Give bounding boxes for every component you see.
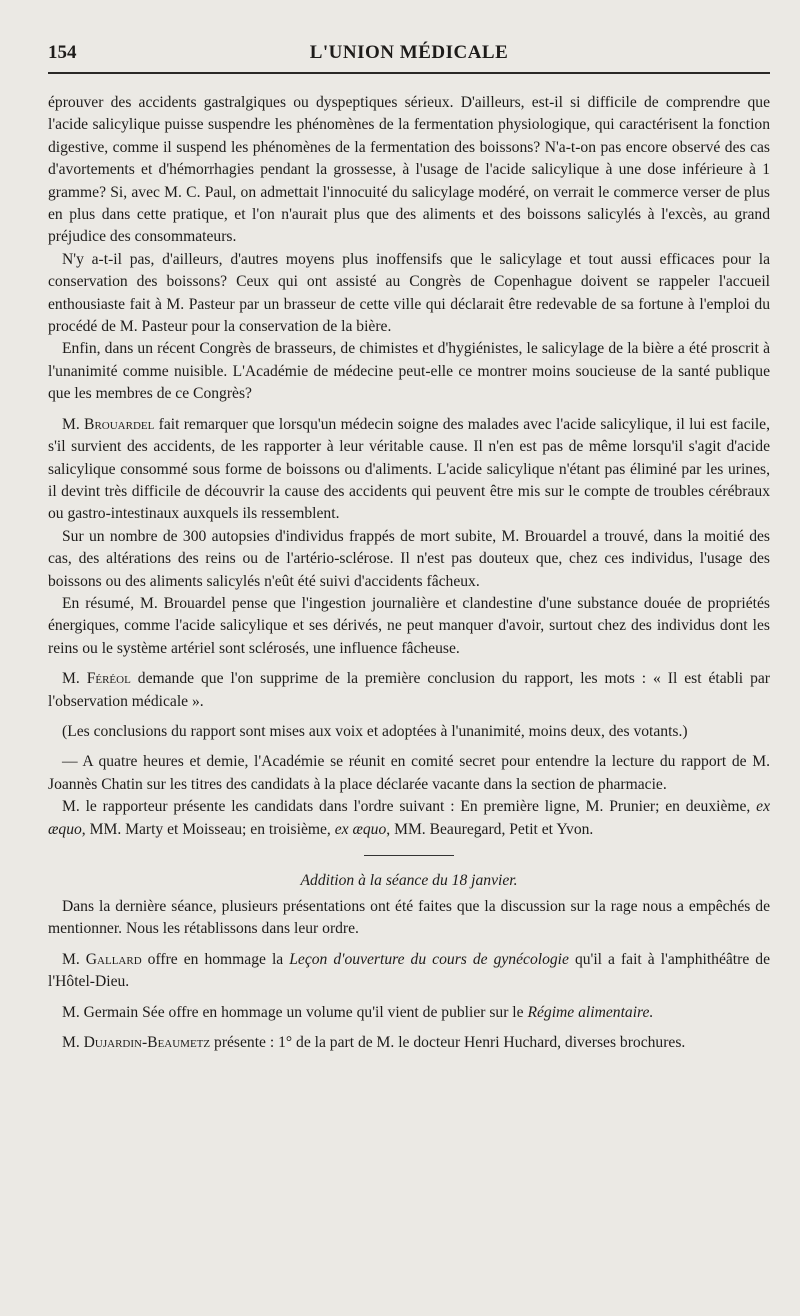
paragraph-comite: — A quatre heures et demie, l'Académie se réunit en comité secret pour entendre la lecture du rapport de M. Joannès Chatin sur les titres des candidats à la place déclarée vacante dans la section de pharmacie.	[48, 753, 770, 793]
paragraph-vote: (Les conclusions du rapport sont mises aux voix et adoptées à l'unanimité, moins deux, des votants.)	[62, 722, 688, 740]
speaker-name: M. Brouardel	[62, 415, 155, 433]
page-header	[48, 38, 770, 74]
text-segment: , MM. Beauregard, Petit et Yvon.	[386, 820, 594, 838]
paragraph-candidats	[48, 796, 770, 841]
running-title: L'UNION MÉDICALE	[309, 42, 509, 63]
text-segment: qu'il a fait à l'amphithéâtre de l'Hôtel-Dieu.	[48, 950, 770, 991]
addition-heading: Addition à la séance du 18 janvier.	[300, 872, 518, 889]
addition-paragraph-gallard	[48, 949, 770, 994]
page-number: 154	[48, 42, 77, 63]
paragraph-brouardel	[48, 414, 770, 526]
italic-segment: ex æquo	[48, 798, 770, 838]
speaker-name: M. Gallard	[62, 950, 142, 968]
paragraph-text: fait remarquer que lorsqu'un médecin soigne des malades avec l'acide salicylique, il lui est facile, s'il survient des accidents, de les rapporter à leur véritable cause. Il n'en est pas de même lorsqu'il s'agit d'acide salicylique consommé sous forme de boissons ou d'aliments. L'acide salicylique n'étant pas éliminé par les urines, il devint très difficile de découvrir la cause des accidents qui peuvent être mis sur le compte de troubles cérébraux ou gastro-intestinaux auxquels ils ressemblent.	[48, 415, 770, 523]
paragraph-text: présente : 1° de la part de M. le docteur Henri Huchard, diverses brochures.	[210, 1034, 686, 1052]
article-body	[48, 92, 770, 1054]
paragraph-resume: En résumé, M. Brouardel pense que l'ingestion journalière et clandestine d'une substance douée de propriétés énergiques, comme l'acide salicylique et ses dérivés, ne peut manquer d'avoir, surtout chez des individus dont les reins ou le système artériel sont sclérosés, une influence fâcheuse.	[48, 594, 770, 657]
text-segment: , MM. Marty et Moisseau; en troisième,	[81, 820, 335, 838]
paragraph-2: N'y a-t-il pas, d'ailleurs, d'autres moyens plus inoffensifs que le salicylage et tout aussi efficaces pour la conservation des boissons? Ceux qui ont assisté au Congrès de Copenhague doivent se rappeler l'accueil enthousiaste fait à M. Pasteur par un brasseur de cette ville qui déclarait être redevable de sa fortune à l'emploi du procédé de M. Pasteur pour la conservation de la bière.	[48, 250, 770, 336]
addition-paragraph-see	[48, 1002, 770, 1024]
text-segment: offre en hommage un volume qu'il vient de publier sur le	[164, 1003, 528, 1021]
text-segment: M. le rapporteur présente les candidats dans l'ordre suivant : En première ligne, M. Prunier; en deuxième,	[62, 798, 757, 816]
speaker-name: M. Féréol	[62, 670, 131, 688]
speaker-name: M. Dujardin-Beaumetz	[62, 1034, 211, 1052]
text-segment: offre en hommage la	[141, 950, 290, 968]
text-segment: M. Germain Sée	[62, 1003, 165, 1021]
addition-paragraph-1: Dans la dernière séance, plusieurs présentations ont été faites que la discussion sur la rage nous a empêchés de mentionner. Nous les rétablissons dans leur ordre.	[48, 898, 770, 938]
section-divider	[364, 855, 454, 856]
paragraph-text: demande que l'on supprime de la première conclusion du rapport, les mots : « Il est établi par l'observation médicale ».	[48, 670, 770, 710]
italic-segment: ex æquo	[334, 820, 387, 838]
paragraph-fereol	[48, 668, 770, 713]
paragraph-1: éprouver des accidents gastralgiques ou dyspeptiques sérieux. D'ailleurs, est-il si difficile de comprendre que l'acide salicylique puisse suspendre les phénomènes de la fermentation physiologique, qui caractérisent la fonction digestive, comme il suspend les phénomènes de la fermentation des boissons? N'a-t-on pas encore observé des cas d'avortements et d'hémorrhagies pendant la grossesse, à l'usage de l'acide salicylique à une dose inférieure à 1 gramme? Si, avec M. C. Paul, on admettait l'innocuité du salicylage modéré, on verrait le commerce verser de plus en plus dans cette pratique, et l'on n'aurait plus que des aliments et des boissons salicylés à l'excès, au grand préjudice des consommateurs.	[48, 94, 770, 246]
paragraph-3: Enfin, dans un récent Congrès de brasseurs, de chimistes et d'hygiénistes, le salicylage de la bière a été proscrit à l'unanimité comme nuisible. L'Académie de médecine peut-elle ce montrer moins soucieuse de la santé publique que les membres de ce Congrès?	[48, 340, 770, 403]
italic-segment: Régime alimentaire.	[527, 1003, 654, 1021]
italic-segment: Leçon d'ouverture du cours de gynécologie	[289, 950, 569, 968]
addition-paragraph-dujardin	[48, 1032, 770, 1054]
paragraph-autopsies: Sur un nombre de 300 autopsies d'individus frappés de mort subite, M. Brouardel a trouvé, dans la moitié des cas, des altérations des reins ou de l'artério-sclérose. Il n'est pas douteux que, chez ces individus, l'usage des boissons ou des aliments salicylés n'eût été suivi d'accidents fâcheux.	[48, 527, 770, 590]
